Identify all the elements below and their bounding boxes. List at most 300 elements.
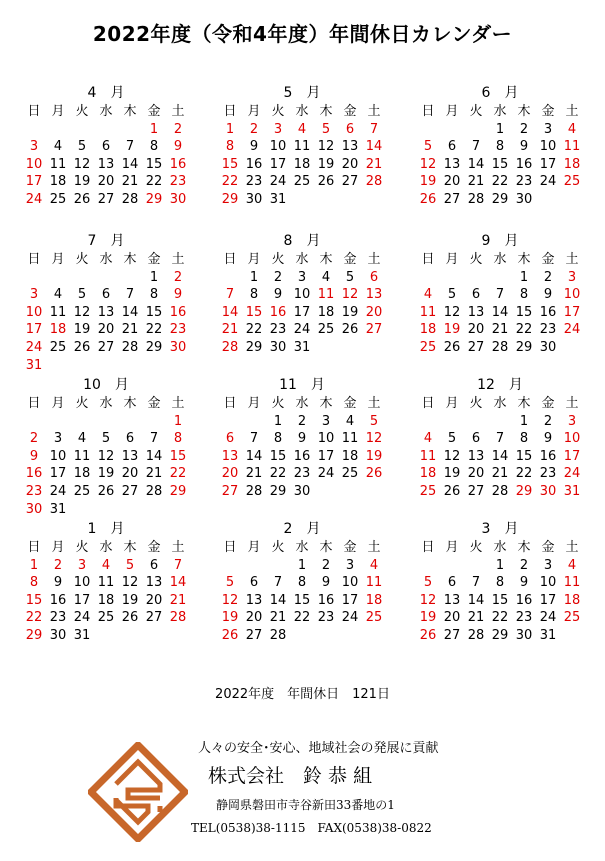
weekday-label: 木 — [517, 540, 531, 555]
holiday-date: 4 — [101, 557, 111, 573]
workday-date: 1 — [519, 269, 529, 285]
workday-date: 22 — [515, 322, 533, 338]
workday-date: 15 — [145, 304, 163, 320]
workday-date: 31 — [539, 627, 557, 643]
workday-date: 9 — [53, 575, 63, 591]
week-row — [22, 609, 190, 627]
holiday-date: 16 — [169, 304, 187, 320]
workday-date: 18 — [317, 304, 335, 320]
week-row — [218, 483, 386, 501]
week-row — [416, 173, 584, 191]
empty-cell — [46, 413, 70, 431]
holiday-date: 15 — [169, 448, 187, 464]
workday-date: 2 — [543, 413, 553, 429]
workday-date: 21 — [121, 322, 139, 338]
weekday-label: 月 — [51, 104, 65, 119]
workday-date: 19 — [121, 592, 139, 608]
holiday-date: 23 — [169, 322, 187, 338]
weekday-label: 火 — [271, 396, 285, 411]
month-calendar — [416, 231, 584, 357]
workday-date: 27 — [467, 483, 485, 499]
workday-date: 22 — [245, 322, 263, 338]
weekday-label: 水 — [295, 396, 309, 411]
holiday-date: 24 — [25, 191, 43, 207]
week-row — [416, 413, 584, 431]
weekday-label: 月 — [51, 396, 65, 411]
workday-date: 24 — [317, 466, 335, 482]
workday-date: 13 — [145, 575, 163, 591]
weekday-label: 月 — [445, 396, 459, 411]
weekday-label: 土 — [565, 540, 579, 555]
workday-date: 22 — [491, 174, 509, 190]
week-row — [22, 156, 190, 174]
week-row — [22, 269, 190, 287]
empty-cell — [416, 557, 440, 575]
workday-date: 6 — [471, 287, 481, 303]
weekday-label: 土 — [171, 252, 185, 267]
workday-date: 28 — [145, 483, 163, 499]
holiday-date: 17 — [563, 448, 581, 464]
workday-date: 2 — [519, 121, 529, 137]
workday-date: 14 — [491, 304, 509, 320]
month-label: 10 月 — [83, 377, 129, 393]
holiday-date: 7 — [173, 557, 183, 573]
holiday-date: 25 — [563, 610, 581, 626]
workday-date: 12 — [73, 304, 91, 320]
workday-date: 8 — [273, 431, 283, 447]
workday-date: 6 — [125, 431, 135, 447]
weekday-label: 日 — [421, 396, 435, 411]
holiday-date: 5 — [125, 557, 135, 573]
workday-date: 3 — [53, 431, 63, 447]
workday-date: 12 — [97, 448, 115, 464]
workday-date: 10 — [341, 575, 359, 591]
workday-date: 25 — [97, 610, 115, 626]
weekday-label: 金 — [541, 540, 555, 555]
week-row — [22, 627, 190, 645]
workday-date: 16 — [317, 592, 335, 608]
weekday-header — [218, 251, 386, 269]
workday-date: 27 — [467, 339, 485, 355]
weekday-label: 金 — [343, 252, 357, 267]
workday-date: 17 — [539, 156, 557, 172]
workday-date: 20 — [443, 610, 461, 626]
month-label: 7 月 — [87, 233, 125, 249]
workday-date: 9 — [543, 287, 553, 303]
month-calendar — [218, 83, 386, 209]
workday-date: 23 — [293, 466, 311, 482]
holiday-date: 29 — [145, 191, 163, 207]
holiday-date: 31 — [563, 483, 581, 499]
holiday-date: 4 — [567, 557, 577, 573]
week-row — [22, 557, 190, 575]
workday-date: 14 — [269, 592, 287, 608]
holiday-date: 22 — [169, 466, 187, 482]
workday-date: 22 — [515, 466, 533, 482]
workday-date: 15 — [491, 156, 509, 172]
month-calendar — [218, 519, 386, 645]
weekday-label: 木 — [319, 396, 333, 411]
empty-cell — [218, 269, 242, 287]
weekday-label: 水 — [295, 104, 309, 119]
workday-date: 20 — [443, 174, 461, 190]
month-calendar — [22, 375, 190, 518]
workday-date: 16 — [539, 304, 557, 320]
holiday-date: 19 — [443, 322, 461, 338]
holiday-date: 23 — [25, 483, 43, 499]
weekday-label: 日 — [27, 540, 41, 555]
holiday-date: 9 — [29, 448, 39, 464]
workday-date: 27 — [145, 610, 163, 626]
workday-date: 13 — [443, 156, 461, 172]
week-row — [22, 574, 190, 592]
workday-date: 30 — [515, 627, 533, 643]
empty-cell — [416, 121, 440, 139]
company-slogan: 人々の安全･安心、地域社会の発展に貢献 — [198, 741, 439, 756]
empty-cell — [242, 413, 266, 431]
workday-date: 19 — [317, 156, 335, 172]
weekday-label: 木 — [319, 104, 333, 119]
holiday-date: 18 — [49, 322, 67, 338]
workday-date: 20 — [145, 592, 163, 608]
holiday-date: 8 — [173, 431, 183, 447]
holiday-date: 10 — [25, 156, 43, 172]
workday-date: 25 — [293, 174, 311, 190]
workday-date: 5 — [77, 139, 87, 155]
workday-date: 5 — [345, 269, 355, 285]
holiday-date: 26 — [365, 466, 383, 482]
workday-date: 27 — [443, 191, 461, 207]
month-label: 5 月 — [283, 85, 321, 101]
week-row — [218, 592, 386, 610]
week-row — [22, 592, 190, 610]
holiday-date: 30 — [539, 483, 557, 499]
empty-cell — [488, 269, 512, 287]
weekday-label: 火 — [75, 540, 89, 555]
empty-cell — [118, 269, 142, 287]
workday-date: 9 — [519, 575, 529, 591]
week-row — [218, 557, 386, 575]
week-row — [218, 339, 386, 357]
company-address: 静岡県磐田市寺谷新田33番地の1 — [216, 798, 395, 812]
week-row — [218, 465, 386, 483]
week-row — [416, 609, 584, 627]
workday-date: 21 — [467, 610, 485, 626]
workday-date: 31 — [73, 627, 91, 643]
holiday-date: 10 — [563, 431, 581, 447]
workday-date: 29 — [491, 627, 509, 643]
holiday-date: 5 — [423, 575, 433, 591]
workday-date: 30 — [515, 191, 533, 207]
weekday-label: 土 — [367, 396, 381, 411]
workday-date: 29 — [491, 191, 509, 207]
holiday-date: 2 — [29, 431, 39, 447]
workday-date: 20 — [467, 466, 485, 482]
holiday-date: 8 — [29, 575, 39, 591]
month-label: 4 月 — [87, 85, 125, 101]
weekday-header — [218, 103, 386, 121]
holiday-date: 27 — [221, 483, 239, 499]
workday-date: 13 — [121, 448, 139, 464]
page-title: 2022年度（令和4年度）年間休日カレンダー — [92, 22, 513, 46]
weekday-label: 木 — [517, 104, 531, 119]
workday-date: 13 — [443, 592, 461, 608]
workday-date: 3 — [543, 557, 553, 573]
holiday-date: 29 — [221, 191, 239, 207]
workday-date: 17 — [317, 448, 335, 464]
workday-date: 16 — [293, 448, 311, 464]
workday-date: 1 — [249, 269, 259, 285]
weekday-header — [416, 103, 584, 121]
workday-date: 23 — [539, 466, 557, 482]
week-row — [218, 448, 386, 466]
workday-date: 16 — [515, 592, 533, 608]
workday-date: 11 — [97, 575, 115, 591]
empty-cell — [22, 121, 46, 139]
workday-date: 1 — [495, 557, 505, 573]
workday-date: 13 — [97, 156, 115, 172]
workday-date: 16 — [245, 156, 263, 172]
holiday-date: 28 — [221, 339, 239, 355]
week-row — [22, 483, 190, 501]
weekday-label: 金 — [541, 104, 555, 119]
workday-date: 3 — [345, 557, 355, 573]
weekday-label: 日 — [421, 104, 435, 119]
workday-date: 7 — [125, 139, 135, 155]
weekday-label: 土 — [565, 396, 579, 411]
empty-cell — [266, 557, 290, 575]
workday-date: 22 — [269, 466, 287, 482]
workday-date: 14 — [467, 156, 485, 172]
holiday-date: 9 — [173, 287, 183, 303]
workday-date: 30 — [269, 339, 287, 355]
month-label: 9 月 — [481, 233, 519, 249]
workday-date: 19 — [73, 174, 91, 190]
workday-date: 8 — [149, 139, 159, 155]
holiday-date: 11 — [365, 575, 383, 591]
holiday-date: 10 — [563, 287, 581, 303]
workday-date: 26 — [73, 339, 91, 355]
workday-date: 7 — [495, 287, 505, 303]
holiday-date: 17 — [563, 304, 581, 320]
company-name: 株式会社 鈴 恭 組 — [208, 765, 373, 787]
week-row — [22, 339, 190, 357]
holiday-date: 15 — [245, 304, 263, 320]
month-calendar — [416, 375, 584, 501]
week-row — [416, 592, 584, 610]
weekday-label: 火 — [469, 104, 483, 119]
workday-date: 15 — [269, 448, 287, 464]
week-row — [218, 430, 386, 448]
workday-date: 7 — [495, 431, 505, 447]
holiday-date: 13 — [365, 287, 383, 303]
week-row — [22, 121, 190, 139]
holiday-date: 29 — [25, 627, 43, 643]
empty-cell — [464, 121, 488, 139]
workday-date: 10 — [269, 139, 287, 155]
workday-date: 17 — [293, 304, 311, 320]
month-label: 12 月 — [477, 377, 523, 393]
empty-cell — [488, 413, 512, 431]
holiday-date: 12 — [341, 287, 359, 303]
holiday-date: 18 — [563, 156, 581, 172]
workday-date: 19 — [73, 322, 91, 338]
workday-date: 10 — [293, 287, 311, 303]
empty-cell — [46, 269, 70, 287]
empty-cell — [416, 413, 440, 431]
weekday-header — [22, 103, 190, 121]
empty-cell — [70, 269, 94, 287]
weekday-label: 金 — [147, 104, 161, 119]
holiday-date: 2 — [173, 269, 183, 285]
week-row — [416, 627, 584, 645]
month-label: 1 月 — [87, 521, 125, 537]
holiday-date: 1 — [173, 413, 183, 429]
workday-date: 27 — [97, 191, 115, 207]
workday-date: 2 — [321, 557, 331, 573]
week-row — [22, 501, 190, 519]
workday-date: 7 — [273, 575, 283, 591]
weekday-label: 火 — [75, 104, 89, 119]
week-row — [416, 465, 584, 483]
holiday-date: 20 — [365, 304, 383, 320]
empty-cell — [70, 413, 94, 431]
workday-date: 23 — [317, 610, 335, 626]
workday-date: 1 — [297, 557, 307, 573]
holiday-date: 20 — [221, 466, 239, 482]
workday-date: 22 — [491, 610, 509, 626]
holiday-date: 4 — [297, 121, 307, 137]
workday-date: 13 — [245, 592, 263, 608]
workday-date: 11 — [73, 448, 91, 464]
workday-date: 4 — [321, 269, 331, 285]
holiday-date: 28 — [169, 610, 187, 626]
workday-date: 11 — [49, 304, 67, 320]
week-row — [22, 286, 190, 304]
weekday-label: 木 — [319, 540, 333, 555]
holiday-date: 5 — [423, 139, 433, 155]
workday-date: 13 — [467, 304, 485, 320]
holiday-date: 25 — [365, 610, 383, 626]
holiday-date: 3 — [567, 269, 577, 285]
empty-cell — [22, 269, 46, 287]
workday-date: 15 — [515, 448, 533, 464]
empty-cell — [142, 413, 166, 431]
weekday-label: 火 — [271, 104, 285, 119]
workday-date: 15 — [145, 156, 163, 172]
workday-date: 28 — [245, 483, 263, 499]
workday-date: 2 — [519, 557, 529, 573]
holiday-date: 11 — [563, 575, 581, 591]
workday-date: 4 — [345, 413, 355, 429]
workday-date: 29 — [515, 339, 533, 355]
week-row — [218, 121, 386, 139]
workday-date: 6 — [101, 287, 111, 303]
workday-date: 12 — [317, 139, 335, 155]
holiday-date: 24 — [25, 339, 43, 355]
week-row — [22, 357, 190, 375]
holiday-date: 5 — [321, 121, 331, 137]
workday-date: 17 — [49, 466, 67, 482]
workday-date: 4 — [77, 431, 87, 447]
workday-date: 8 — [495, 575, 505, 591]
workday-date: 16 — [539, 448, 557, 464]
holiday-date: 24 — [563, 322, 581, 338]
workday-date: 11 — [293, 139, 311, 155]
week-row — [416, 269, 584, 287]
workday-date: 14 — [467, 592, 485, 608]
workday-date: 19 — [443, 466, 461, 482]
week-row — [416, 339, 584, 357]
week-row — [218, 321, 386, 339]
weekday-header — [416, 395, 584, 413]
holiday-date: 26 — [419, 191, 437, 207]
weekday-label: 日 — [421, 540, 435, 555]
holiday-date: 4 — [423, 431, 433, 447]
holiday-date: 22 — [25, 610, 43, 626]
workday-date: 29 — [245, 339, 263, 355]
weekday-label: 水 — [493, 396, 507, 411]
week-row — [416, 448, 584, 466]
workday-date: 5 — [447, 287, 457, 303]
weekday-label: 土 — [565, 252, 579, 267]
workday-date: 21 — [121, 174, 139, 190]
workday-date: 24 — [539, 610, 557, 626]
weekday-label: 火 — [75, 252, 89, 267]
workday-date: 24 — [73, 610, 91, 626]
holiday-date: 29 — [169, 483, 187, 499]
workday-date: 29 — [269, 483, 287, 499]
holiday-date: 4 — [369, 557, 379, 573]
weekday-label: 金 — [147, 396, 161, 411]
weekday-label: 月 — [247, 396, 261, 411]
holiday-date: 30 — [169, 191, 187, 207]
month-calendar — [416, 519, 584, 645]
weekday-label: 火 — [469, 396, 483, 411]
workday-date: 28 — [491, 339, 509, 355]
weekday-label: 金 — [147, 252, 161, 267]
workday-date: 15 — [491, 592, 509, 608]
workday-date: 8 — [249, 287, 259, 303]
workday-date: 28 — [467, 627, 485, 643]
workday-date: 30 — [293, 483, 311, 499]
holiday-date: 19 — [419, 174, 437, 190]
holiday-date: 22 — [221, 174, 239, 190]
workday-date: 30 — [539, 339, 557, 355]
workday-date: 14 — [145, 448, 163, 464]
weekday-header — [218, 539, 386, 557]
holiday-date: 23 — [169, 174, 187, 190]
week-row — [218, 286, 386, 304]
weekday-label: 月 — [445, 252, 459, 267]
workday-date: 12 — [443, 304, 461, 320]
workday-date: 20 — [341, 156, 359, 172]
week-row — [218, 609, 386, 627]
workday-date: 27 — [121, 483, 139, 499]
company-logo-icon — [88, 742, 188, 842]
workday-date: 21 — [491, 322, 509, 338]
weekday-label: 火 — [271, 540, 285, 555]
weekday-label: 木 — [123, 252, 137, 267]
workday-date: 16 — [515, 156, 533, 172]
holiday-date: 1 — [29, 557, 39, 573]
workday-date: 2 — [297, 413, 307, 429]
workday-date: 27 — [97, 339, 115, 355]
workday-date: 14 — [491, 448, 509, 464]
workday-date: 31 — [49, 501, 67, 517]
workday-date: 7 — [249, 431, 259, 447]
month-calendar — [22, 519, 190, 645]
